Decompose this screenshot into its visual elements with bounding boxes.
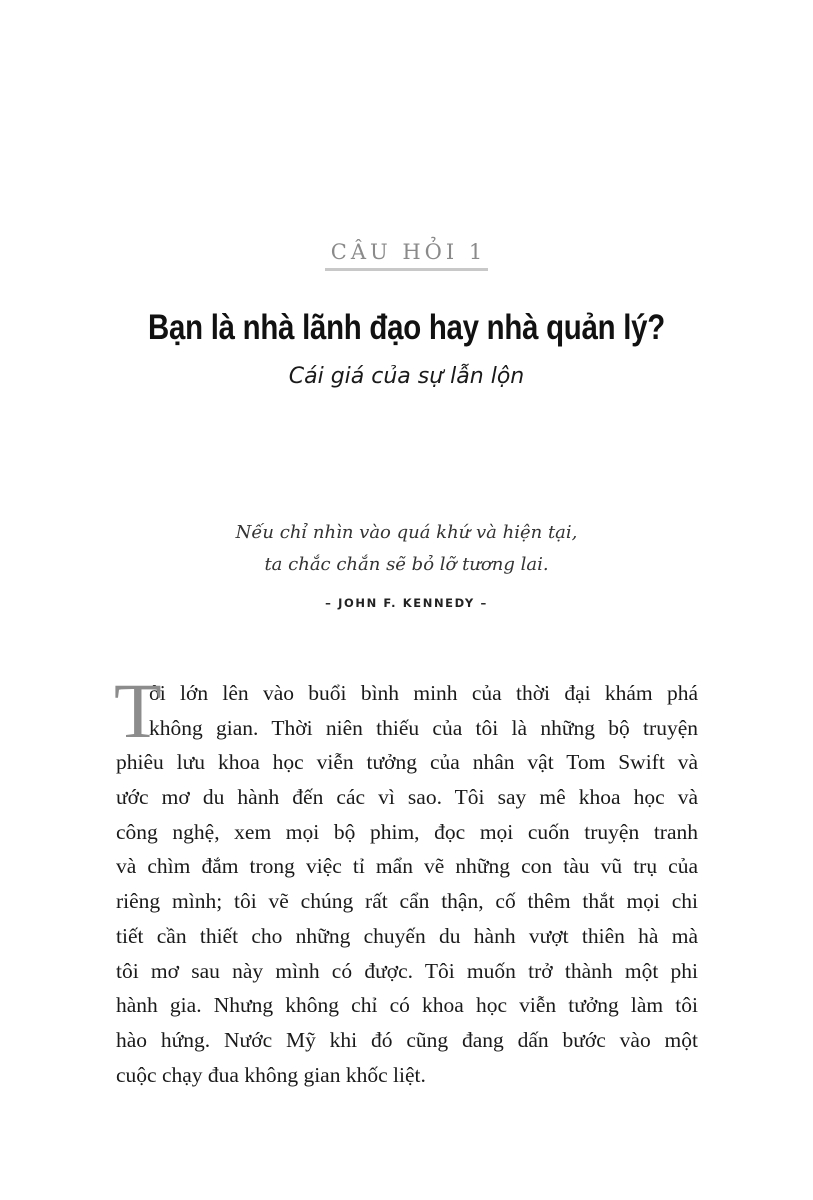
body-line: không gian. Thời niên thiếu của tôi là những bộ truyện [149,715,698,740]
chapter-subtitle: Cái giá của sự lẫn lộn [288,364,525,389]
body-line: hành gia. Nhưng không chỉ có khoa học viễn tưởng làm tôi [116,993,698,1018]
body-line: riêng mình; tôi vẽ chúng rất cẩn thận, cố thêm thắt mọi chi [116,889,698,914]
body-line: tôi mơ sau này mình có được. Tôi muốn trở thành một phi [116,958,698,983]
body-line: ôi lớn lên vào buổi bình minh của thời đại khám phá [149,681,698,705]
epigraph-line: Nếu chỉ nhìn vào quá khứ và hiện tại, [235,522,578,543]
body-line: hào hứng. Nước Mỹ khi đó cũng đang dấn bước vào một [116,1027,698,1052]
drop-cap: T [114,667,162,754]
body-paragraph [114,667,698,1092]
chapter-label [0,240,813,271]
body-line: và chìm đắm trong việc tỉ mẩn vẽ những con tàu vũ trụ của [116,854,698,879]
epigraph-line: ta chắc chắn sẽ bỏ lỡ tương lai. [264,554,549,575]
body-line: tiết cần thiết cho những chuyến du hành vượt thiên hà mà [116,923,698,948]
body-line: ước mơ du hành đến các vì sao. Tôi say mê khoa học và [116,785,698,810]
chapter-title: Bạn là nhà lãnh đạo hay nhà quản lý? [148,308,665,347]
body-line: phiêu lưu khoa học viễn tưởng của nhân vật Tom Swift và [116,750,698,775]
chapter-label-text: CÂU HỎI 1 [325,240,488,271]
body-line: công nghệ, xem mọi bộ phim, đọc mọi cuốn truyện tranh [116,819,698,844]
body-line: cuộc chạy đua không gian khốc liệt. [116,1062,426,1087]
epigraph-attribution: – JOHN F. KENNEDY – [325,596,488,610]
